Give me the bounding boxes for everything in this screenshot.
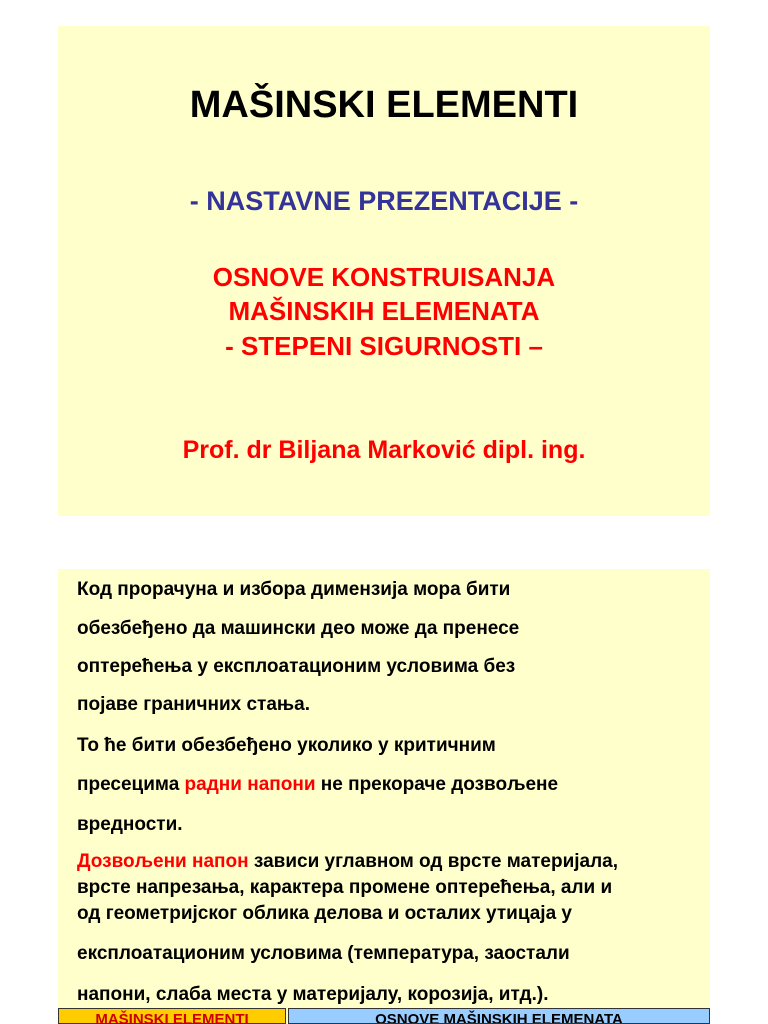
footer-right-label: OSNOVE MAŠINSKIH ELEMENATA xyxy=(288,1008,710,1024)
author-line: Prof. dr Biljana Marković dipl. ing. xyxy=(182,436,586,464)
paragraph-line-8 xyxy=(77,851,717,873)
paragraph-line-6 xyxy=(77,774,717,796)
paragraph-line-11: експлоатационим условима (температура, заостали xyxy=(77,943,570,964)
line6-before-text: пресецима xyxy=(77,774,185,795)
paragraph-line-1: Код прорачуна и избора димензија мора бити xyxy=(77,579,511,600)
paragraph-line-9: врсте напрезања, карактера промене оптерећења, али и xyxy=(77,877,613,898)
footer-left-label: MAŠINSKI ELEMENTI xyxy=(58,1008,286,1024)
paragraph-line-7: вредности. xyxy=(77,814,183,835)
paragraph-line-2: обезбеђено да машински део може да пренесе xyxy=(77,618,520,639)
allowed-stress-highlight: Дозвољени напон xyxy=(77,851,249,872)
paragraph-line-10: од геометријског облика делова и осталих утицаја у xyxy=(77,903,573,924)
paragraph-line-4: појаве граничних стања. xyxy=(77,694,310,715)
content-slide xyxy=(58,569,710,1024)
topic-line-2: MAŠINSKIH ELEMENATA xyxy=(228,296,540,326)
line6-after-text: не прекораче дозвољене xyxy=(315,774,559,795)
topic-line-1: OSNOVE KONSTRUISANJA xyxy=(212,262,556,292)
slide-subtitle: - NASTAVNE PREZENTACIJE - xyxy=(189,186,579,216)
topic-line-3: - STEPENI SIGURNOSTI – xyxy=(225,331,543,361)
title-slide xyxy=(58,26,710,516)
line8-after-text: зависи углавном од врсте материјала, xyxy=(248,851,619,872)
slide-title: MAŠINSKI ELEMENTI xyxy=(189,84,579,126)
working-stress-highlight: радни напони xyxy=(184,774,316,795)
paragraph-line-5: То ће бити обезбеђено уколико у критичним xyxy=(77,735,496,756)
paragraph-line-3: оптерећења у експлоатационим условима без xyxy=(77,656,516,677)
paragraph-line-12: напони, слаба места у материјалу, корозија, итд.). xyxy=(77,984,549,1005)
